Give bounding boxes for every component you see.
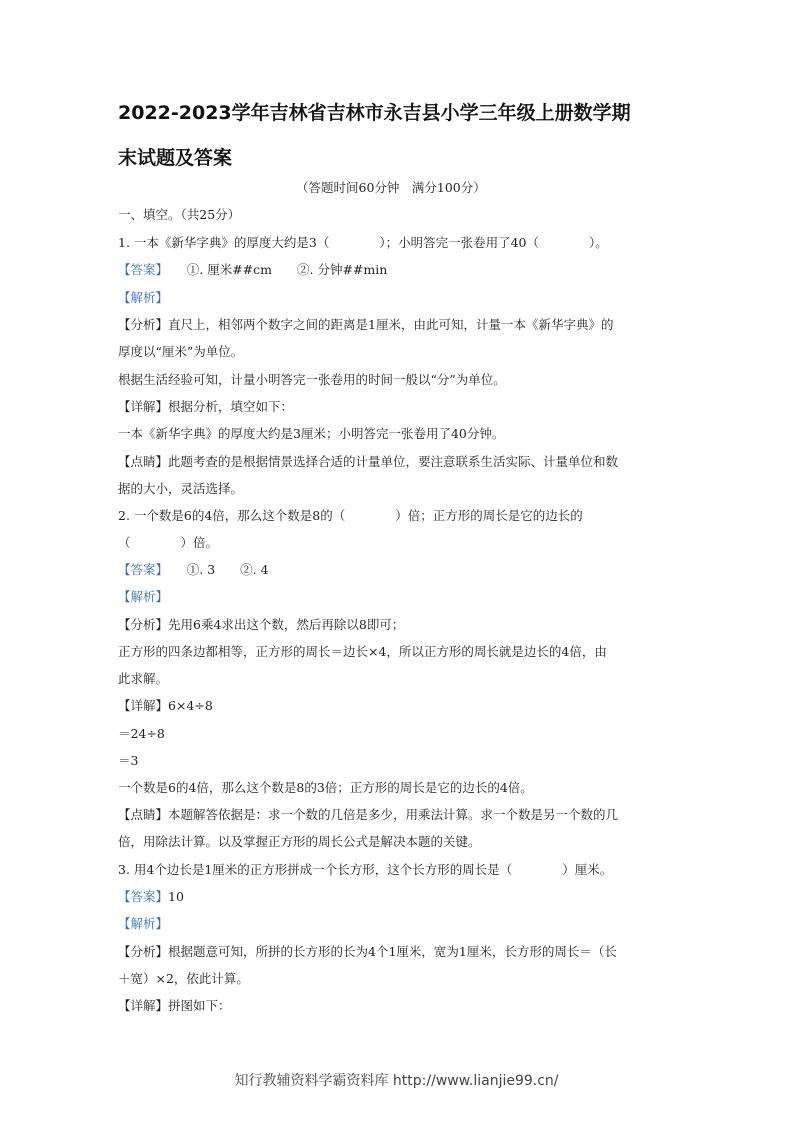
fenxi-tag: 【分析】 — [118, 944, 169, 959]
q2-fenxi-2: 正方形的四条边都相等，正方形的周长＝边长×4，所以正方形的周长就是边长的4倍，由 — [118, 644, 607, 659]
q3-fenxi-row — [118, 944, 617, 960]
answer-tag: 【答案】 — [118, 889, 169, 904]
answer-tag: 【答案】 — [118, 562, 162, 577]
q2-question-2: （ ）倍。 — [118, 535, 219, 550]
doc-subtitle: （答题时间60分钟 满分100分） — [296, 180, 486, 195]
q2-detail-1: 6×4÷8 — [168, 698, 213, 713]
q2-comment-row — [118, 807, 618, 823]
doc-title-line2: 末试题及答案 — [118, 147, 233, 169]
comment-tag: 【点睛】 — [118, 807, 169, 822]
q1-fenxi-1: 直尺上，相邻两个数字之间的距离是1厘米，由此可知，计量一本《新华字典》的 — [168, 317, 614, 332]
q1-detail-2: 一本《新华字典》的厚度大约是3厘米；小明答完一张卷用了40分钟。 — [118, 426, 505, 441]
q2-detail-4: 一个数是6的4倍，那么这个数是8的3倍；正方形的周长是它的边长的4倍。 — [118, 780, 533, 795]
comment-tag: 【点睛】 — [118, 454, 169, 469]
analysis-tag: 【解析】 — [118, 916, 169, 931]
q3-fenxi-2: ＋宽）×2，依此计算。 — [118, 971, 249, 986]
fenxi-tag: 【分析】 — [118, 617, 169, 632]
analysis-tag: 【解析】 — [118, 290, 169, 305]
doc-title-line1: 2022-2023学年吉林省吉林市永吉县小学三年级上册数学期 — [118, 102, 631, 124]
answer-tag: 【答案】 — [118, 262, 162, 277]
fenxi-tag: 【分析】 — [118, 317, 169, 332]
detail-tag: 【详解】 — [118, 998, 169, 1013]
q3-question: 3. 用4个边长是1厘米的正方形拼成一个长方形，这个长方形的周长是（ ）厘米。 — [118, 862, 613, 877]
detail-tag: 【详解】 — [118, 698, 169, 713]
q1-comment-1: 此题考查的是根据情景选择合适的计量单位，要注意联系生活实际、计量单位和数 — [168, 454, 619, 469]
q3-detail-row — [118, 998, 231, 1014]
q1-comment-2: 据的大小，灵活选择。 — [118, 481, 244, 496]
q2-detail-row — [118, 698, 213, 714]
footer-watermark: 知行教辅资料学霸资料库 http://www.lianjie99.cn/ — [234, 1073, 559, 1089]
q2-detail-3: ＝3 — [118, 753, 139, 768]
q1-answer: ①. 厘米##cm ②. 分钟##min — [161, 262, 388, 277]
q2-answer-row — [118, 562, 269, 578]
q2-question-1: 2. 一个数是6的4倍，那么这个数是8的（ ）倍；正方形的周长是它的边长的 — [118, 508, 583, 523]
section-heading: 一、填空。（共25分） — [118, 207, 241, 222]
q2-fenxi-3: 此求解。 — [118, 671, 169, 686]
detail-tag: 【详解】 — [118, 399, 169, 414]
q2-comment-1: 本题解答依据是：求一个数的几倍是多少，用乘法计算。求一个数是另一个数的几 — [168, 807, 619, 822]
q2-answer: ①. 3 ②. 4 — [161, 562, 269, 577]
q3-answer-row — [118, 889, 184, 905]
q2-fenxi-row — [118, 617, 404, 633]
q3-answer: 10 — [168, 889, 184, 904]
q2-fenxi-1: 先用6乘4求出这个数，然后再除以8即可； — [168, 617, 405, 632]
q1-fenxi-3: 根据生活经验可知，计量小明答完一张卷用的时间一般以“分”为单位。 — [118, 372, 506, 387]
q1-detail-1: 根据分析，填空如下： — [168, 399, 294, 414]
q1-fenxi-2: 厚度以“厘米”为单位。 — [118, 344, 244, 359]
q2-comment-2: 倍，用除法计算。以及掌握正方形的周长公式是解决本题的关键。 — [118, 834, 481, 849]
q1-answer-row — [118, 262, 387, 278]
q1-question: 1. 一本《新华字典》的厚度大约是3（ ）；小明答完一张卷用了40（ ）。 — [118, 235, 608, 250]
q3-fenxi-1: 根据题意可知，所拼的长方形的长为4个1厘米，宽为1厘米，长方形的周长＝（长 — [168, 944, 617, 959]
q1-comment-row — [118, 454, 618, 470]
q3-detail-1: 拼图如下： — [168, 998, 231, 1013]
q1-detail-row — [118, 399, 293, 415]
q2-detail-2: ＝24÷8 — [118, 726, 165, 741]
analysis-tag: 【解析】 — [118, 589, 169, 604]
q1-fenxi-row — [118, 317, 613, 333]
